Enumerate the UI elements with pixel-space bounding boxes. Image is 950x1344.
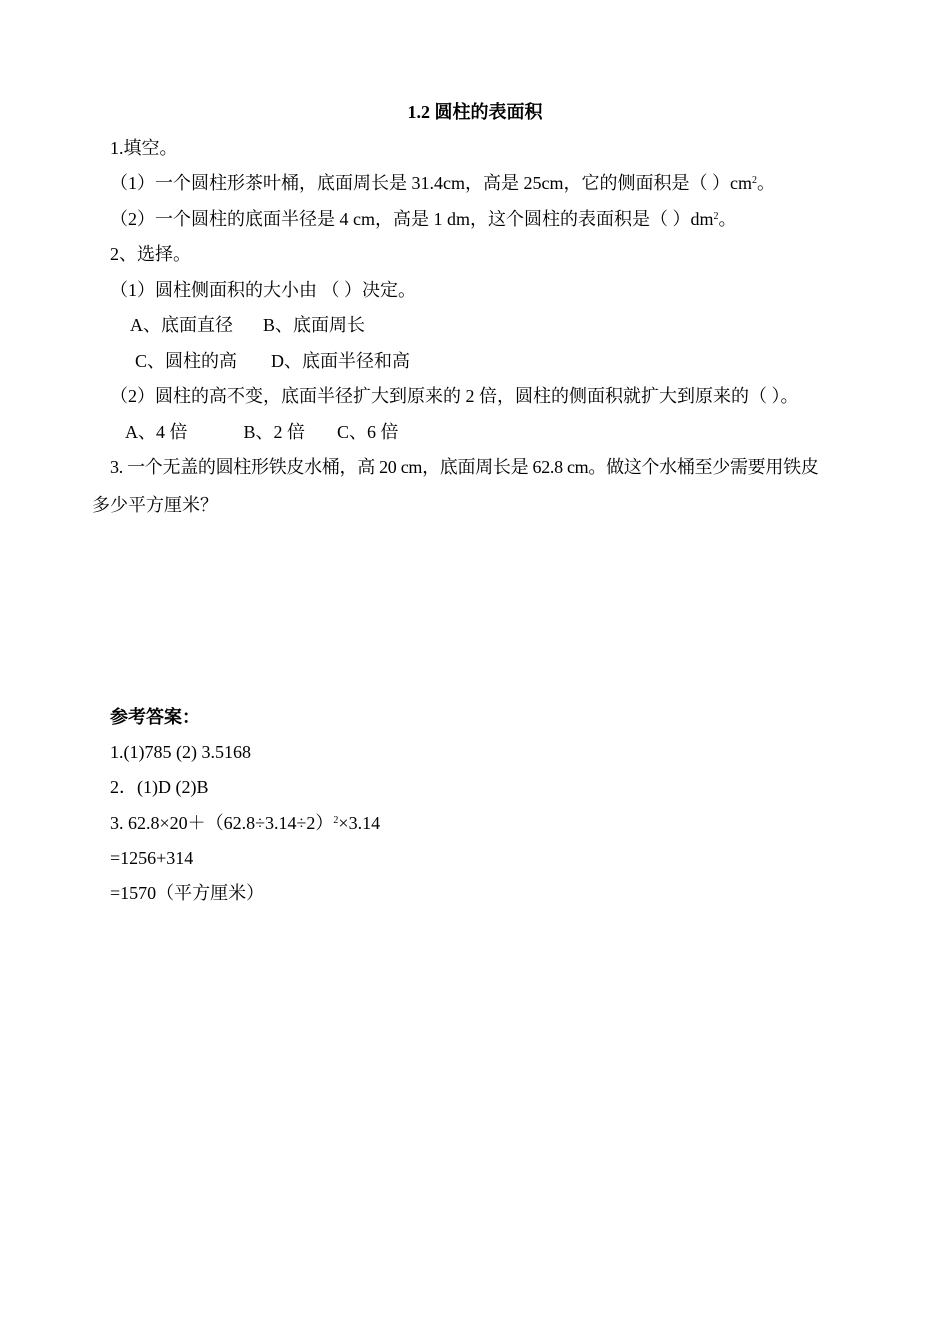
- option-b: B、底面周长: [263, 315, 366, 335]
- q1-heading: 1.填空。: [110, 138, 178, 158]
- q1-item-1-end: 。: [756, 173, 775, 193]
- option-a: A、底面直径: [130, 315, 233, 335]
- q1-item-1-superscript: 2: [751, 175, 757, 186]
- q2-item-2-options: [125, 420, 399, 444]
- answer-3-step-2: =1570（平方厘米）: [110, 883, 265, 903]
- q1-item-2: [110, 207, 737, 231]
- answers-heading: 参考答案：: [110, 707, 200, 727]
- q3-line-2: 多少平方厘米？: [92, 495, 218, 515]
- answer-3: [110, 811, 380, 835]
- answer-2: 2．(1)D (2)B: [110, 777, 209, 797]
- q2-item-1-options-row-2: [135, 349, 410, 373]
- option-c: C、圆柱的高: [135, 351, 238, 371]
- option-a: A、4 倍: [125, 422, 188, 442]
- q1-item-2-text: （2）一个圆柱的底面半径是 4 cm，高是 1 dm，这个圆柱的表面积是（ ）dm: [110, 209, 714, 229]
- option-d: D、底面半径和高: [271, 351, 411, 371]
- answer-3-text: 3. 62.8×20＋（62.8÷3.14÷2）: [110, 813, 334, 833]
- q1-item-2-superscript: 2: [713, 211, 719, 222]
- option-c: C、6 倍: [337, 422, 399, 442]
- q1-item-1-text: （1）一个圆柱形茶叶桶，底面周长是 31.4cm，高是 25cm，它的侧面积是（ ）cm: [110, 173, 752, 193]
- q2-item-1: （1）圆柱侧面积的大小由 （ ）决定。: [110, 280, 416, 300]
- q2-heading: 2、选择。: [110, 244, 191, 264]
- q3-line-1: 3. 一个无盖的圆柱形铁皮水桶，高 20 cm，底面周长是 62.8 cm。做这个水桶至少需要用铁皮: [110, 457, 819, 477]
- q2-item-2: （2）圆柱的高不变，底面半径扩大到原来的 2 倍，圆柱的侧面积就扩大到原来的（ ）。: [110, 386, 799, 406]
- q2-item-1-options-row-1: [130, 313, 365, 337]
- answer-3-superscript: 2: [333, 815, 339, 826]
- answer-3-step-1: =1256+314: [110, 848, 194, 868]
- q1-item-1: [110, 171, 775, 195]
- answer-3-end: ×3.14: [338, 813, 381, 833]
- option-b: B、2 倍: [243, 422, 306, 442]
- page-title: 1.2 圆柱的表面积: [407, 102, 543, 122]
- q1-item-2-end: 。: [718, 209, 737, 229]
- answer-1: 1.(1)785 (2) 3.5168: [110, 742, 251, 762]
